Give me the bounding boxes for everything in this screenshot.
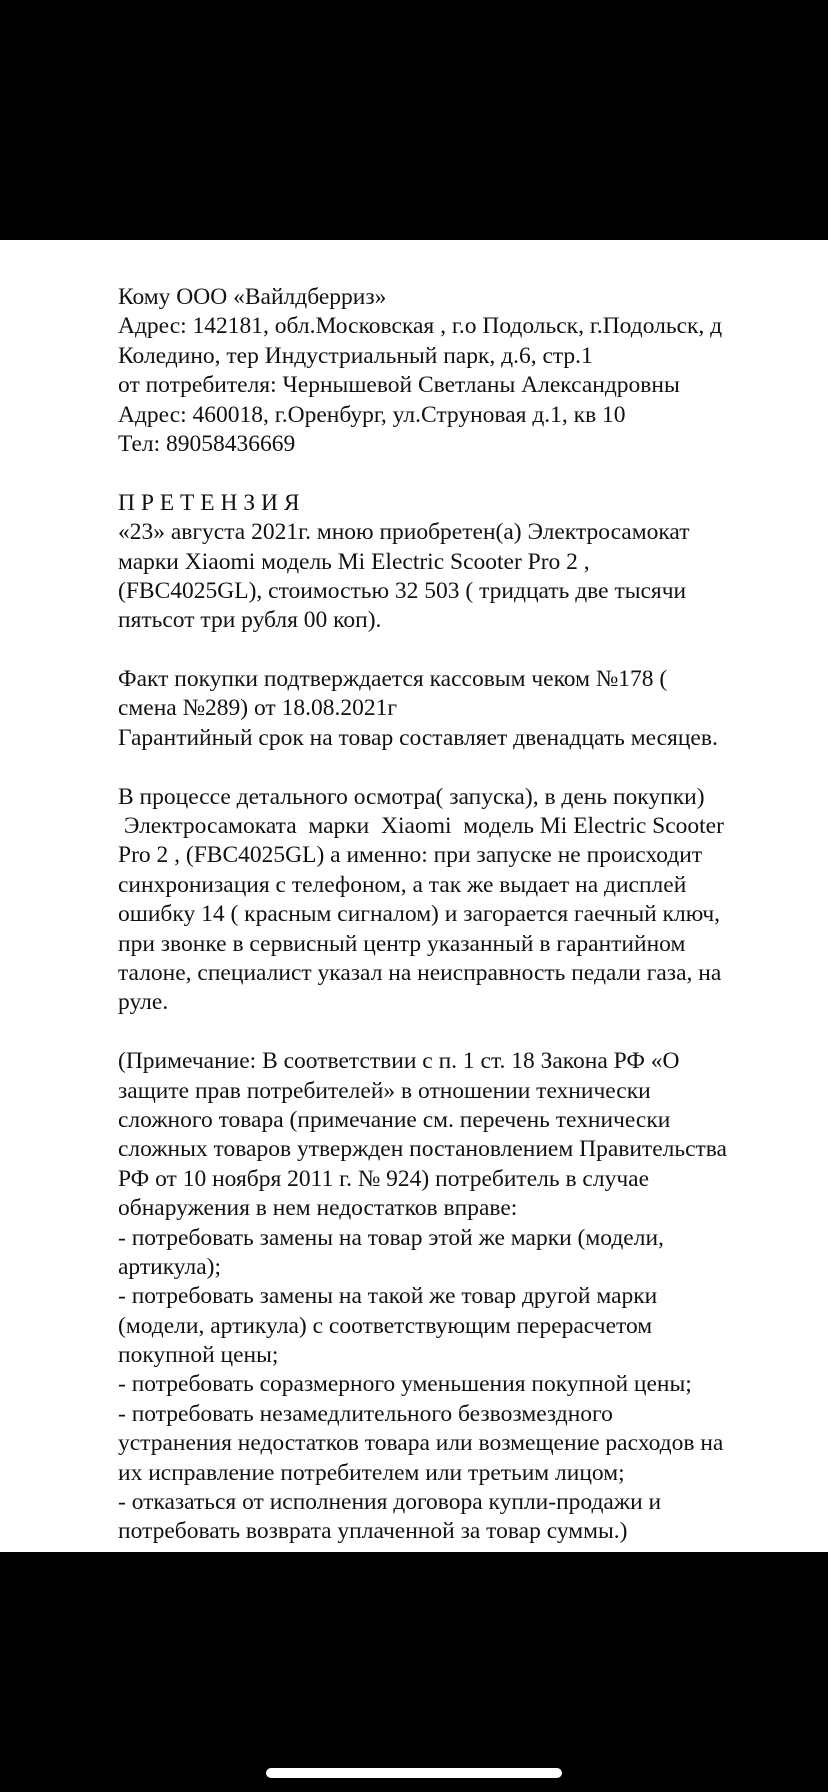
defect-paragraph — [118, 783, 818, 1018]
paragraph-line: защите прав потребителей» в отношении технически — [118, 1077, 651, 1104]
paragraph-line: руле. — [118, 989, 169, 1016]
list-item: - отказаться от исполнения договора купли-продажи и — [118, 1489, 662, 1516]
paragraph-line: В процессе детального осмотра( запуска), в день покупки) — [118, 783, 705, 810]
paragraph-line: Факт покупки подтверждается кассовым чеком №178 ( — [118, 666, 668, 693]
list-item: - потребовать соразмерного уменьшения покупной цены; — [118, 1371, 692, 1398]
top-black-bar — [0, 0, 828, 240]
list-item: потребовать возврата уплаченной за товар суммы.) — [118, 1518, 628, 1545]
spacer — [118, 636, 818, 665]
paragraph-line: Электросамоката марки Xiaomi модель Mi Electric Scooter — [118, 813, 724, 840]
spacer — [118, 753, 818, 782]
paragraph-line: обнаружения в нем недостатков вправе: — [118, 1195, 518, 1222]
addressee-address-line: Коледино, тер Индустриальный парк, д.6, стр.1 — [118, 342, 593, 369]
sender-phone-line: Тел: 89058436669 — [118, 430, 296, 457]
paragraph-line: при звонке в сервисный центр указанный в гарантийном — [118, 930, 686, 957]
paragraph-line: «23» августа 2021г. мною приобретен(а) Электросамокат — [118, 519, 690, 546]
home-indicator[interactable] — [266, 1768, 562, 1778]
sender-address-line: Адрес: 460018, г.Оренбург, ул.Струновая д.1, кв 10 — [118, 401, 626, 428]
list-item: (модели, артикула) с соответствующим перерасчетом — [118, 1312, 653, 1339]
sender-line: от потребителя: Чернышевой Светланы Александровны — [118, 372, 680, 399]
receipt-paragraph — [118, 665, 818, 753]
legal-note-paragraph — [118, 1047, 818, 1547]
spacer — [118, 459, 818, 488]
list-item: устранения недостатков товара или возмещение расходов на — [118, 1430, 724, 1457]
list-item: - потребовать замены на товар этой же марки (модели, — [118, 1224, 664, 1251]
addressee-line: Кому ООО «Вайлдберриз» — [118, 284, 387, 310]
paragraph-line: Pro 2 , (FBC4025GL) а именно: при запуске не происходит — [118, 842, 703, 869]
list-item: их исправление потребителем или третьим лицом; — [118, 1459, 625, 1486]
paragraph-line: марки Xiaomi модель Mi Electric Scooter Pro 2 , — [118, 548, 590, 575]
paragraph-line: (Примечание: В соответствии с п. 1 ст. 18 Закона РФ «О — [118, 1048, 680, 1075]
purchase-paragraph — [118, 518, 818, 636]
paragraph-line: синхронизация с телефоном, а так же выдает на дисплей — [118, 871, 687, 898]
spacer — [118, 1018, 818, 1047]
list-item: - потребовать замены на такой же товар другой марки — [118, 1283, 658, 1310]
list-item: - потребовать незамедлительного безвозмездного — [118, 1400, 613, 1427]
paragraph-line: (FBC4025GL), стоимостью 32 503 ( тридцать две тысячи — [118, 577, 687, 604]
claim-document — [118, 283, 818, 1547]
paragraph-line: РФ от 10 ноября 2011 г. № 924) потребитель в случае — [118, 1165, 649, 1192]
list-item: артикула); — [118, 1253, 222, 1280]
paragraph-line: ошибку 14 ( красным сигналом) и загорается гаечный ключ, — [118, 901, 721, 928]
paragraph-line: Гарантийный срок на товар составляет двенадцать месяцев. — [118, 724, 718, 751]
addressee-block — [118, 283, 818, 459]
bottom-black-bar — [0, 1552, 828, 1792]
paragraph-line: сложного товара (примечание см. перечень технически — [118, 1106, 671, 1133]
document-title: П Р Е Т Е Н З И Я — [118, 489, 300, 516]
list-item: покупной цены; — [118, 1342, 279, 1369]
paragraph-line: сложных товаров утвержден постановлением Правительства — [118, 1136, 727, 1163]
paragraph-line: пятьсот три рубля 00 коп). — [118, 607, 382, 634]
addressee-address-line: Адрес: 142181, обл.Московская , г.о Подольск, г.Подольск, д — [118, 313, 723, 340]
paragraph-line: талоне, специалист указал на неисправность педали газа, на — [118, 959, 722, 986]
paragraph-line: смена №289) от 18.08.2021г — [118, 695, 397, 722]
